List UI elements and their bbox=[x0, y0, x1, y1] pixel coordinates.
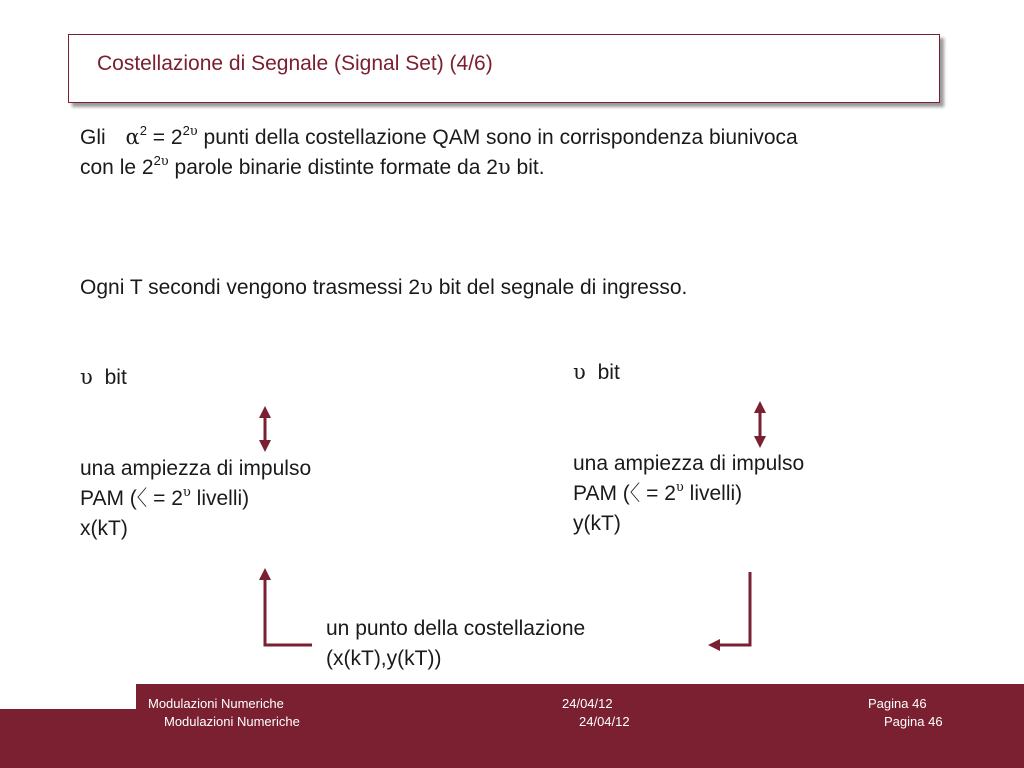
footer-date-2: 24/04/12 bbox=[579, 714, 630, 729]
para1-l2-a: con le 2 bbox=[80, 156, 154, 179]
right-pam: PAM ( bbox=[573, 482, 630, 505]
para1-eq: = 2 bbox=[146, 126, 183, 149]
para1-exp-upsilon: υ bbox=[189, 124, 198, 139]
left-pam-symbol: 〈 bbox=[136, 487, 148, 510]
para2-b: bit del segnale di ingresso. bbox=[432, 276, 688, 299]
right-elbow-arrow bbox=[714, 572, 750, 645]
slide-title: Costellazione di Segnale (Signal Set) (4/6) bbox=[97, 52, 493, 75]
para1-l2-exp-num: 2 bbox=[153, 153, 161, 168]
footer-page-1: Pagina 46 bbox=[868, 696, 927, 711]
right-pam-eq: = 2 bbox=[640, 482, 676, 505]
left-pam: PAM ( bbox=[80, 487, 137, 510]
center-line2: (x(kT),y(kT)) bbox=[326, 647, 442, 670]
footer-page-2: Pagina 46 bbox=[884, 714, 943, 729]
left-pam-eq: = 2 bbox=[147, 487, 183, 510]
para1-l2-upsilon: υ bbox=[497, 155, 511, 179]
right-line3: y(kT) bbox=[573, 512, 621, 535]
para1-l2-exp-upsilon: υ bbox=[160, 154, 169, 169]
right-pam-levels: livelli) bbox=[683, 482, 743, 505]
alpha-symbol: α bbox=[125, 125, 140, 149]
right-bit-upsilon: υ bbox=[573, 360, 586, 384]
right-pam-exp: υ bbox=[675, 480, 684, 495]
left-bit-label: bit bbox=[98, 366, 127, 389]
right-line1: una ampiezza di impulso bbox=[573, 452, 805, 475]
para1-text: punti della costellazione QAM sono in corrispondenza biunivoca bbox=[197, 126, 798, 149]
right-bit-label: bit bbox=[591, 361, 620, 384]
left-elbow-arrow bbox=[265, 574, 312, 645]
left-pam-exp: υ bbox=[182, 485, 191, 500]
left-pam-levels: livelli) bbox=[190, 487, 250, 510]
para1-l2-c: bit. bbox=[510, 156, 545, 179]
footer-title-2: Modulazioni Numeriche bbox=[164, 714, 300, 729]
footer-title-1: Modulazioni Numeriche bbox=[148, 696, 284, 711]
alpha-exponent: 2 bbox=[139, 123, 147, 138]
footer-date-1: 24/04/12 bbox=[562, 696, 613, 711]
left-line1: una ampiezza di impulso bbox=[80, 457, 312, 480]
para1-exp-num: 2 bbox=[182, 123, 190, 138]
para1-l2-b: parole binarie distinte formate da 2 bbox=[168, 156, 498, 179]
center-line1: un punto della costellazione bbox=[326, 617, 586, 640]
right-pam-symbol: 〈 bbox=[629, 482, 641, 505]
left-line3: x(kT) bbox=[80, 517, 128, 540]
left-bit-upsilon: υ bbox=[80, 365, 93, 389]
para2-upsilon: υ bbox=[420, 275, 433, 299]
para1-gli: Gli bbox=[80, 126, 106, 149]
para2-a: Ogni T secondi vengono trasmessi 2 bbox=[80, 276, 421, 299]
